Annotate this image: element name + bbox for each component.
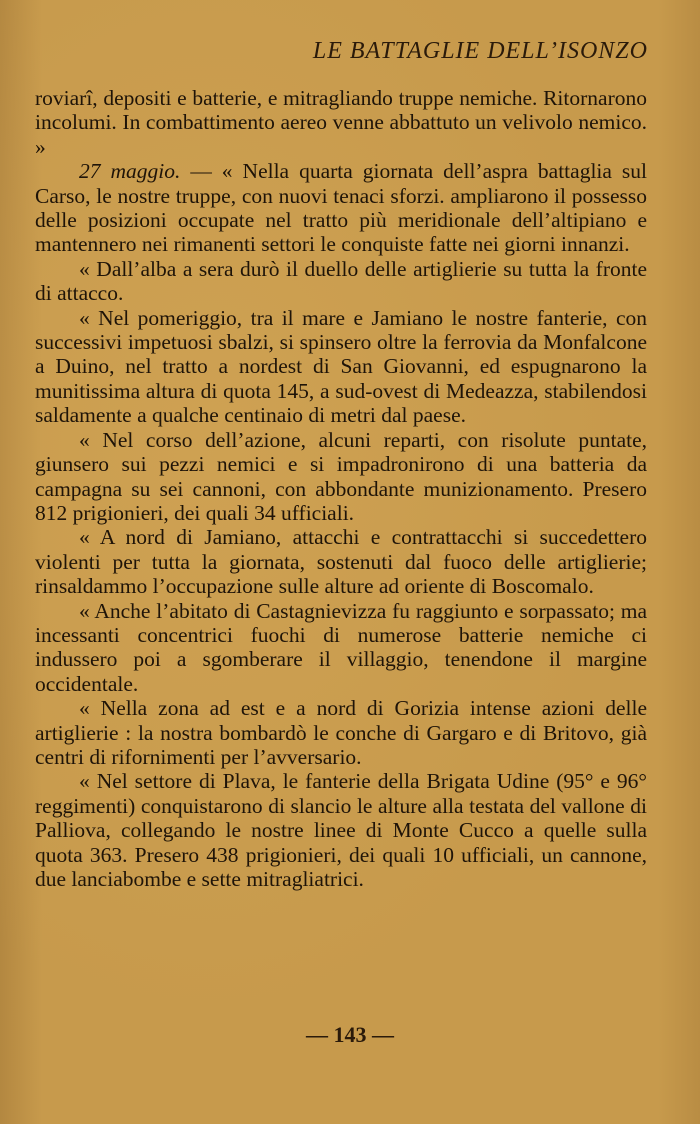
running-head: LE BATTAGLIE DELL’ISONZO [312,38,648,64]
paragraph: « A nord di Jamiano, attacchi e contrattacchi si succedettero violenti per tutta la giornata, sostenuti dal fuoco delle artiglierie; rinsaldammo l’occupazione sulle alture ad oriente di Boscomalo. [35,525,647,599]
paragraph-dated-bulletin [35,159,647,257]
paragraph-continuation: roviarî, depositi e batterie, e mitragliando truppe nemiche. Ritornarono incolumi. In combattimento aereo venne abbattuto un velivolo nemico. » [35,86,647,159]
paragraph: « Nella zona ad est e a nord di Gorizia intense azioni delle artiglierie : la nostra bombardò le conche di Gargaro e di Britovo, già centri di rifornimenti per l’avversario. [35,696,647,769]
body-text [35,86,647,891]
paragraph: « Dall’alba a sera durò il duello delle artiglierie su tutta la fronte di attacco. [35,256,647,306]
paragraph: « Nel corso dell’azione, alcuni reparti, con risolute puntate, giunsero sui pezzi nemici e si impadronirono di una batteria da campagna su sei cannoni, con abbondante munizionamento. Presero 812 prigionieri, dei quali 34 ufficiali. [35,427,647,525]
bulletin-date: 27 maggio. [79,159,181,184]
paragraph: « Nel settore di Plava, le fanterie della Brigata Udine (95° e 96° reggimenti) conquistarono di slancio le alture alla testata del vallone di Palliova, collegando le nostre linee di Monte Cucco a quelle sulla quota 363. Presero 438 prigionieri, dei quali 10 ufficiali, un cannone, due lanciabombe e sette mitragliatrici. [35,769,647,891]
paragraph: « Nel pomeriggio, tra il mare e Jamiano le nostre fanterie, con successivi impetuosi sbalzi, si spinsero oltre la ferrovia da Monfalcone a Duino, nel tratto a nordest di San Giovanni, ed espugnarono la munitissima altura di quota 145, a sud-ovest di Medeazza, stabilendosi saldamente a qualche centinaio di metri dal paese. [35,305,647,428]
bulletin-text: — « Nella quarta giornata dell’aspra battaglia sul Carso, le nostre truppe, con nuovi tenaci sforzi. ampliarono il possesso delle posizioni occupate nel tratto più meridionale dell’altipiano e mantennero nei rimanenti settori le conquiste fatte nei giorni innanzi. [35,159,648,257]
paragraph: « Anche l’abitato di Castagnievizza fu raggiunto e sorpassato; ma incessanti concentrici fuochi di numerose batterie nemiche ci indussero poi a sgomberare il villaggio, tenendone il margine occidentale. [35,598,647,696]
page-number: — 143 — [306,1022,394,1047]
